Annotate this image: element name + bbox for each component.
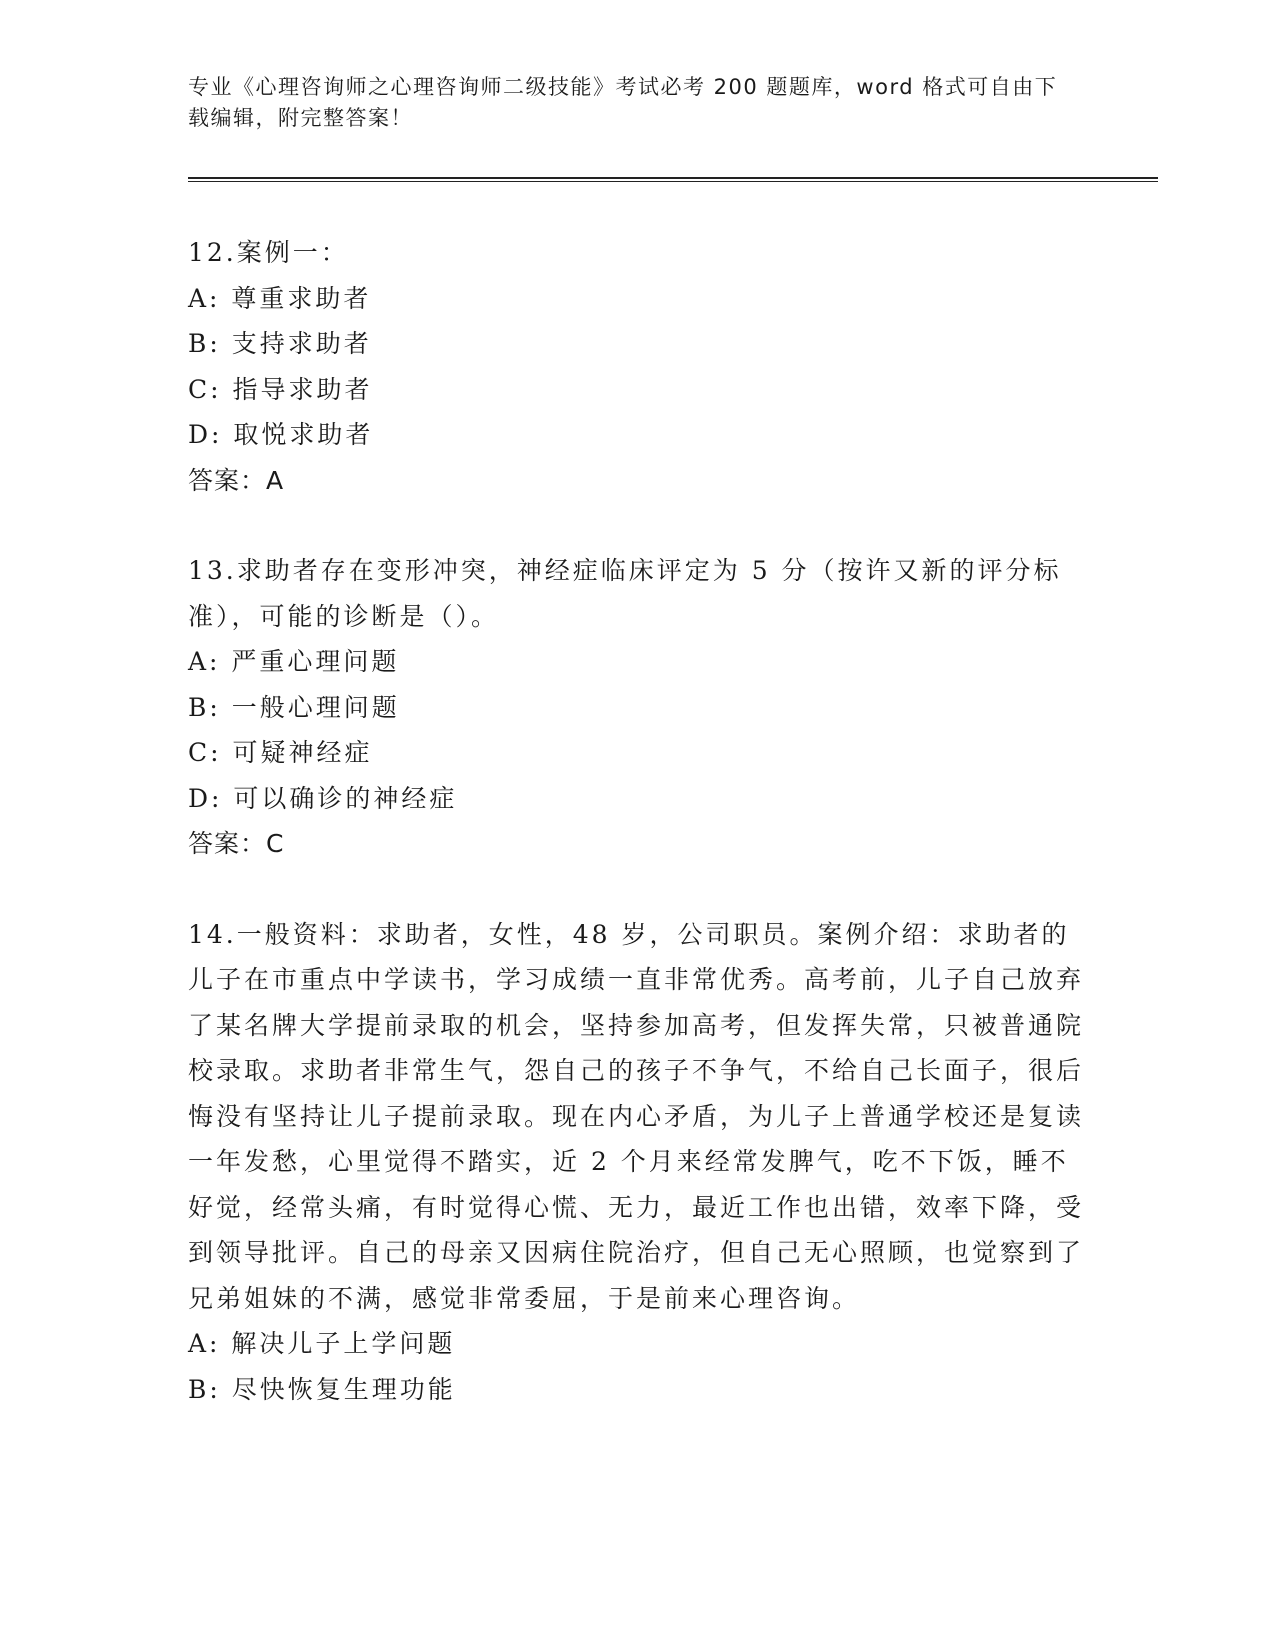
answer-line: 答案：A [188, 465, 285, 495]
option-b: B: 支持求助者 [188, 329, 372, 358]
question-stem: 12.案例一： [188, 238, 349, 267]
header-rule-thin [188, 181, 1158, 182]
option-a: A: 尊重求助者 [188, 283, 372, 313]
question-stem: 13.求助者存在变形冲突，神经症临床评定为 5 分（按许又新的评分标准），可能的诊断是（）。 [188, 556, 1062, 631]
question-14 [188, 912, 1088, 1413]
option-c: C: 可疑神经症 [188, 738, 373, 767]
question-13 [188, 548, 1088, 867]
option-a: A: 严重心理问题 [188, 647, 400, 676]
option-d: D: 取悦求助者 [188, 420, 374, 449]
option-b: B: 一般心理问题 [188, 692, 400, 722]
document-header: 专业《心理咨询师之心理咨询师二级技能》考试必考 200 题题库，word 格式可自由下载编辑，附完整答案！ [188, 75, 1058, 130]
option-c: C: 指导求助者 [188, 374, 373, 404]
question-list [188, 230, 1088, 1412]
option-d: D: 可以确诊的神经症 [188, 783, 458, 813]
option-a: A: 解决儿子上学问题 [188, 1329, 456, 1358]
option-b: B: 尽快恢复生理功能 [188, 1374, 456, 1404]
question-12 [188, 230, 1088, 503]
question-stem: 14.一般资料：求助者，女性，48 岁，公司职员。案例介绍：求助者的儿子在市重点中学读书，学习成绩一直非常优秀。高考前，儿子自己放弃了某名牌大学提前录取的机会，坚持参加高考，但发挥失常，只被普通院校录取。求助者非常生气，怨自己的孩子不争气，不给自己长面子，很后悔没有坚持让儿子提前录取。现在内心矛盾，为儿子上普通学校还是复读一年发愁，心里觉得不踏实，近 2 个月来经常发脾气，吃不下饭，睡不好觉，经常头痛，有时觉得心慌、无力，最近工作也出错，效率下降，受到领导批评。自己的母亲又因病住院治疗，但自己无心照顾，也觉察到了兄弟姐妹的不满，感觉非常委屈，于是前来心理咨询。 [188, 919, 1085, 1313]
header-rule-thick [188, 177, 1158, 179]
answer-line: 答案：C [188, 829, 285, 858]
